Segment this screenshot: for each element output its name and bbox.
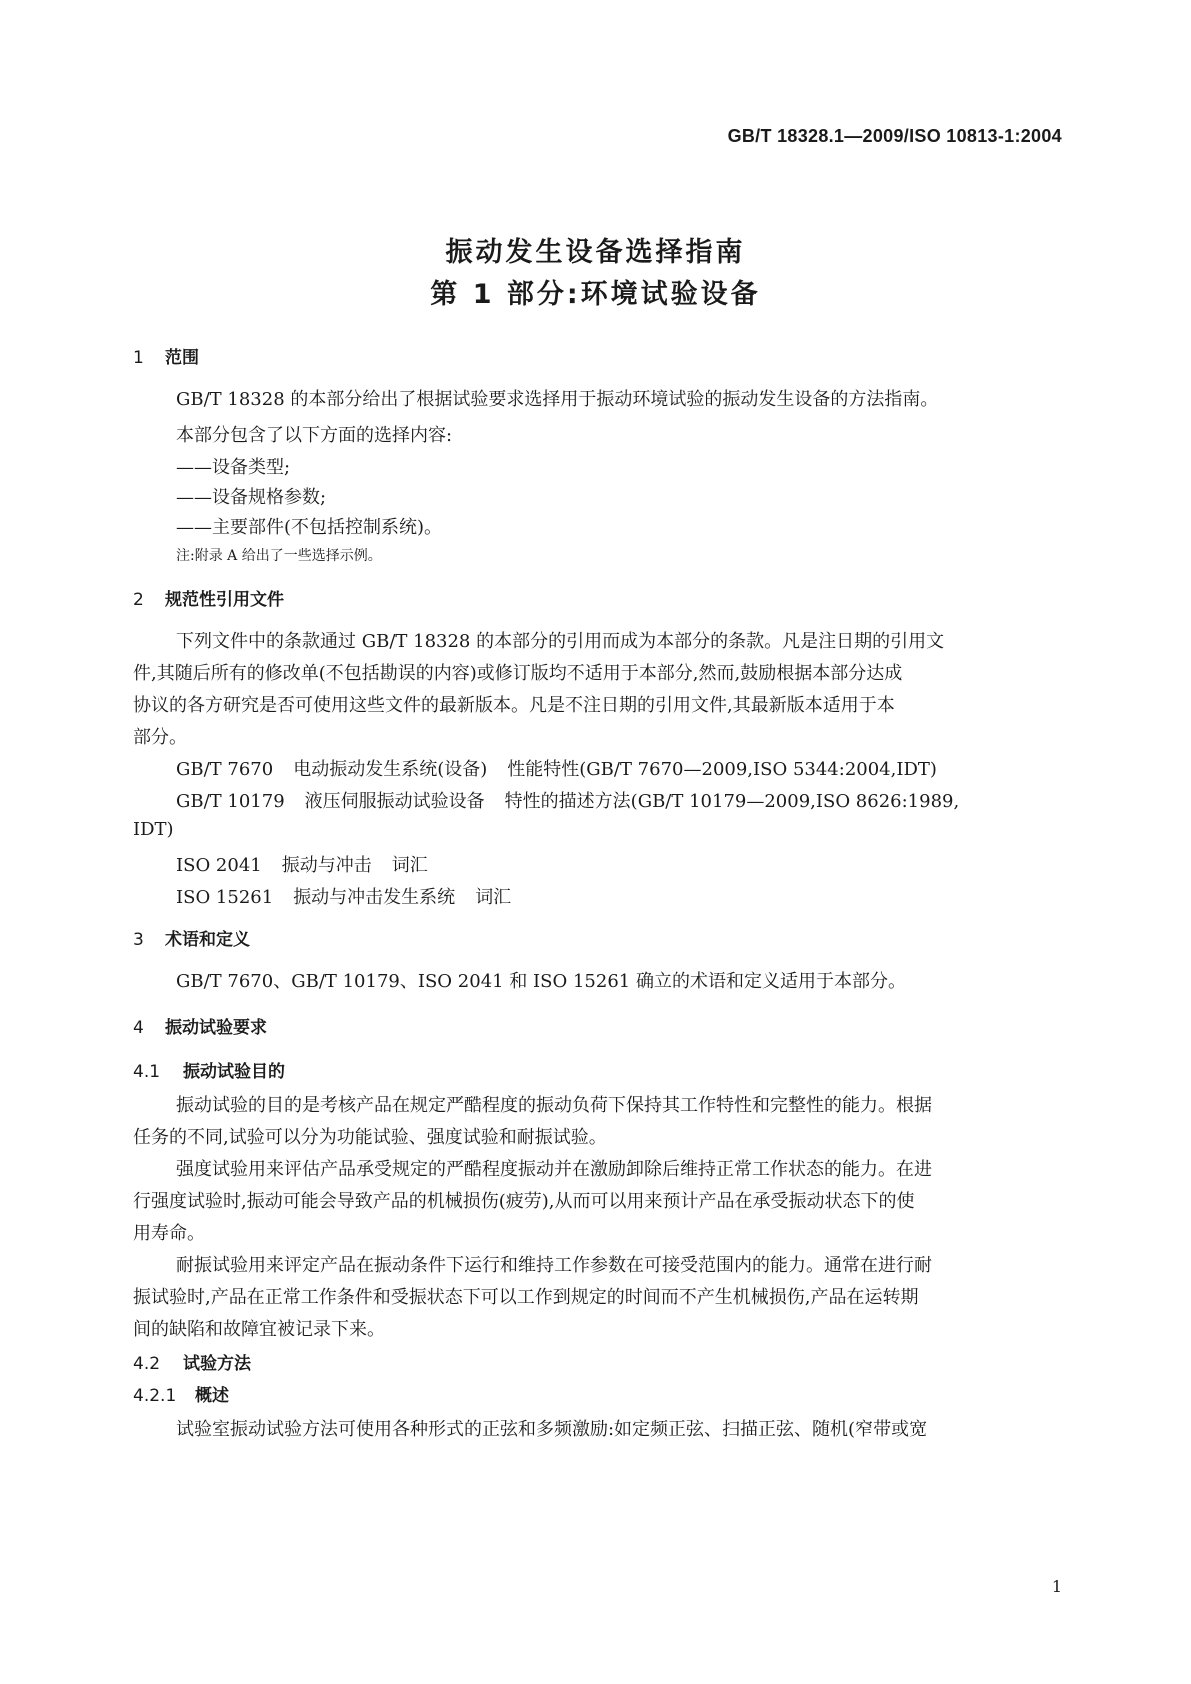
paragraph-line: 强度试验用来评估产品承受规定的严酷程度振动并在激励卸除后维持正常工作状态的能力。在进 <box>176 1159 932 1180</box>
list-item: ——设备规格参数; <box>176 487 327 508</box>
note: 注:附录 A 给出了一些选择示例。 <box>176 548 382 564</box>
section-number: 4.2 <box>133 1354 161 1374</box>
paragraph: 本部分包含了以下方面的选择内容: <box>176 425 453 446</box>
paragraph-line: 耐振试验用来评定产品在振动条件下运行和维持工作参数在可接受范围内的能力。通常在进行耐 <box>176 1255 932 1276</box>
section-3-heading <box>133 925 250 950</box>
paragraph-line: 间的缺陷和故障宜被记录下来。 <box>133 1319 385 1340</box>
section-title: 规范性引用文件 <box>165 590 284 610</box>
reference-item <box>176 883 511 909</box>
section-number: 4 <box>133 1018 144 1038</box>
section-title: 概述 <box>195 1386 229 1406</box>
paragraph-line: 用寿命。 <box>133 1223 205 1244</box>
paragraph-line: 振动试验的目的是考核产品在规定严酷程度的振动负荷下保持其工作特性和完整性的能力。根据 <box>176 1095 932 1116</box>
paragraph-line: 部分。 <box>133 727 187 748</box>
section-title: 振动试验要求 <box>165 1018 267 1038</box>
paragraph-line: 协议的各方研究是否可使用这些文件的最新版本。凡是不注日期的引用文件,其最新版本适用于本 <box>133 695 895 716</box>
paragraph: GB/T 18328 的本部分给出了根据试验要求选择用于振动环境试验的振动发生设备的方法指南。 <box>176 389 939 410</box>
reference-subtitle: 性能特性(GB/T 7670—2009,ISO 5344:2004,IDT) <box>507 759 937 780</box>
section-number: 4.1 <box>133 1062 161 1082</box>
reference-title: 电动振动发生系统(设备) <box>293 759 488 780</box>
section-4-1-heading <box>133 1057 285 1082</box>
reference-code: ISO 2041 <box>176 855 262 876</box>
section-1-heading <box>133 343 199 368</box>
reference-item <box>176 755 937 781</box>
section-title: 试验方法 <box>183 1354 251 1374</box>
list-item: ——主要部件(不包括控制系统)。 <box>176 517 443 538</box>
reference-code: GB/T 10179 <box>176 791 285 812</box>
section-4-2-1-heading <box>133 1381 229 1406</box>
section-number: 1 <box>133 348 144 368</box>
reference-title: 液压伺服振动试验设备 <box>304 791 485 812</box>
paragraph: GB/T 7670、GB/T 10179、ISO 2041 和 ISO 15261 确立的术语和定义适用于本部分。 <box>176 971 906 992</box>
section-title: 术语和定义 <box>165 930 250 950</box>
paragraph-line: 件,其随后所有的修改单(不包括勘误的内容)或修订版均不适用于本部分,然而,鼓励根据本部分达成 <box>133 663 903 684</box>
paragraph-line: 下列文件中的条款通过 GB/T 18328 的本部分的引用而成为本部分的条款。凡是注日期的引用文 <box>176 631 945 652</box>
reference-title: 振动与冲击 <box>281 855 372 876</box>
standard-code: GB/T 18328.1—2009/ISO 10813-1:2004 <box>727 126 1062 146</box>
reference-subtitle: 特性的描述方法(GB/T 10179—2009,ISO 8626:1989, <box>504 791 960 812</box>
reference-item <box>176 787 959 813</box>
section-number: 4.2.1 <box>133 1386 177 1406</box>
reference-subtitle: 词汇 <box>391 855 428 876</box>
section-number: 2 <box>133 590 144 610</box>
reference-subtitle: 词汇 <box>475 887 512 908</box>
section-2-heading <box>133 585 284 610</box>
paragraph-line: 任务的不同,试验可以分为功能试验、强度试验和耐振试验。 <box>133 1127 607 1148</box>
document-subtitle: 第 1 部分:环境试验设备 <box>430 279 761 310</box>
reference-continuation: IDT) <box>133 819 174 840</box>
reference-title: 振动与冲击发生系统 <box>293 887 456 908</box>
page-number: 1 <box>1051 1577 1062 1596</box>
document-title: 振动发生设备选择指南 <box>445 237 746 268</box>
reference-code: ISO 15261 <box>176 887 274 908</box>
section-title: 范围 <box>165 348 199 368</box>
section-4-2-heading <box>133 1349 251 1374</box>
section-number: 3 <box>133 930 144 950</box>
paragraph-line: 试验室振动试验方法可使用各种形式的正弦和多频激励:如定频正弦、扫描正弦、随机(窄带或宽 <box>176 1419 928 1440</box>
section-title: 振动试验目的 <box>183 1062 285 1082</box>
list-item: ——设备类型; <box>176 457 291 478</box>
paragraph-line: 行强度试验时,振动可能会导致产品的机械损伤(疲劳),从而可以用来预计产品在承受振动状态下的使 <box>133 1191 915 1212</box>
paragraph-line: 振试验时,产品在正常工作条件和受振状态下可以工作到规定的时间而不产生机械损伤,产品在运转期 <box>133 1287 919 1308</box>
reference-code: GB/T 7670 <box>176 759 274 780</box>
reference-item <box>176 851 428 877</box>
section-4-heading <box>133 1013 267 1038</box>
